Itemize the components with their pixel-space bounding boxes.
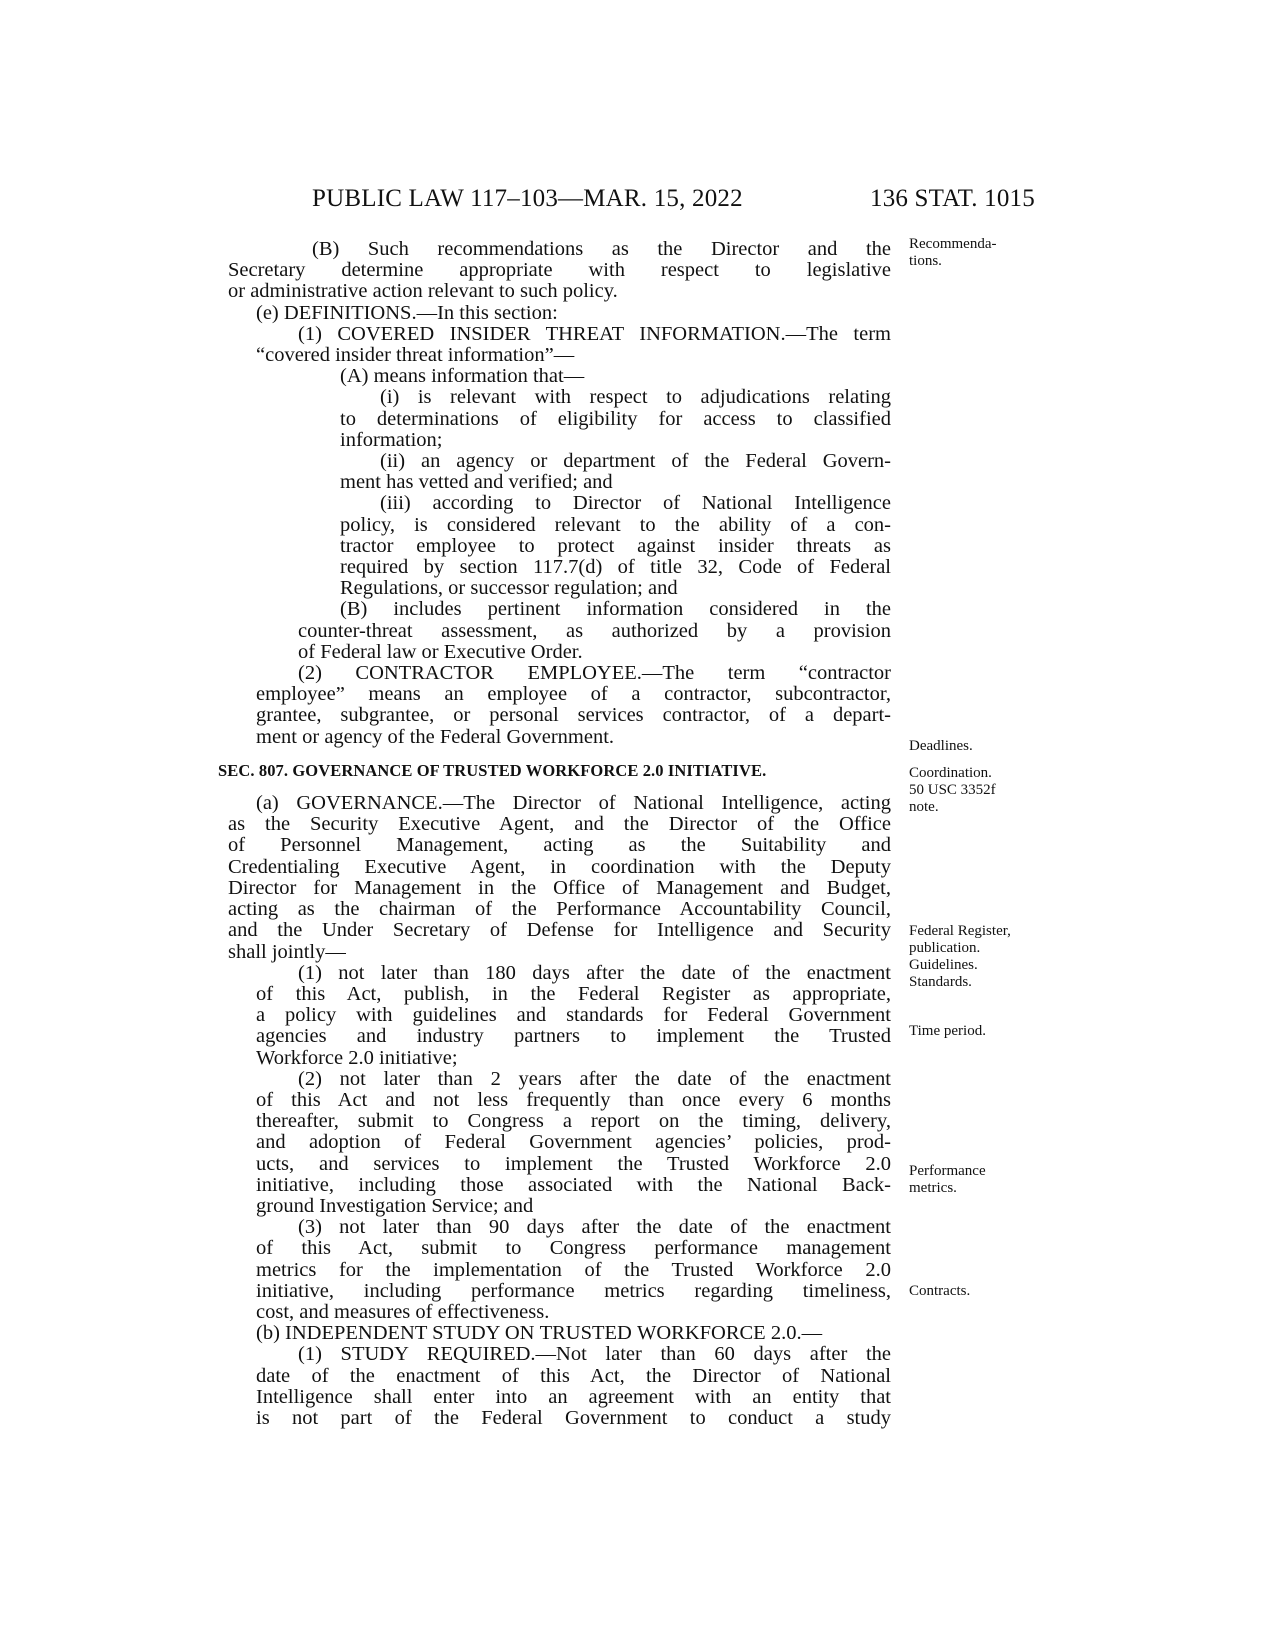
text-line: Intelligence shall enter into an agreement with an entity that <box>256 1385 891 1408</box>
text-line: Secretary determine appropriate with respect to legislative <box>228 259 891 282</box>
text-line: counter-threat assessment, as authorized by a provision <box>298 619 891 642</box>
text-line: of Personnel Management, acting as the Suitability and <box>228 834 891 857</box>
text-line: cost, and measures of effectiveness. <box>256 1300 550 1323</box>
text-line: employee” means an employee of a contractor, subcontractor, <box>256 683 891 706</box>
margin-note-deadlines: Deadlines. <box>909 738 973 754</box>
text-line: of Federal law or Executive Order. <box>298 640 583 663</box>
text-line: (ii) an agency or department of the Federal Govern- <box>380 450 891 473</box>
text-line: initiative, including performance metrics regarding timeliness, <box>256 1279 891 1302</box>
text-line: date of the enactment of this Act, the Director of National <box>256 1364 891 1387</box>
paragraph-heading: (1) COVERED INSIDER THREAT INFORMATION.—The term <box>298 322 892 345</box>
text-line: Director for Management in the Office of Management and Budget, <box>228 876 891 899</box>
page-header <box>0 185 1275 225</box>
text-line: and the Under Secretary of Defense for Intelligence and Security <box>228 919 891 942</box>
text-line: information; <box>340 428 443 451</box>
text-line: and adoption of Federal Government agencies’ policies, prod- <box>256 1131 891 1154</box>
header-page-number: 136 STAT. 1015 <box>870 185 1035 212</box>
text-line: (iii) according to Director of National Intelligence <box>380 492 891 515</box>
text-line: policy, is considered relevant to the ability of a con- <box>340 513 891 536</box>
text-line: acting as the chairman of the Performance Accountability Council, <box>228 898 891 921</box>
body-text <box>218 238 892 1429</box>
text-line: Workforce 2.0 initiative; <box>256 1046 458 1069</box>
text-line: or administrative action relevant to such policy. <box>228 280 618 303</box>
text-line: ment has vetted and verified; and <box>340 471 613 494</box>
text-line: (B) includes pertinent information considered in the <box>340 598 891 621</box>
paragraph-heading: (2) CONTRACTOR EMPLOYEE.—The term “contractor <box>298 662 891 685</box>
text-line: of this Act, submit to Congress performance management <box>256 1237 891 1260</box>
margin-note-time-period: Time period. <box>909 1023 986 1039</box>
text-line: (i) is relevant with respect to adjudications relating <box>380 386 891 409</box>
subsection-heading: (e) DEFINITIONS.—In this section: <box>256 301 558 324</box>
text-line: (B) Such recommendations as the Director and the <box>312 238 891 260</box>
text-line: is not part of the Federal Government to conduct a study <box>256 1406 891 1429</box>
subsection-heading: (b) INDEPENDENT STUDY ON TRUSTED WORKFORCE 2.0.— <box>256 1322 823 1345</box>
margin-note-coordination: Coordination. 50 USC 3352f note. <box>909 765 996 815</box>
text-line: initiative, including those associated with the National Back- <box>256 1173 891 1196</box>
text-line: (1) not later than 180 days after the date of the enactment <box>298 961 891 984</box>
text-line: Regulations, or successor regulation; and <box>340 577 678 600</box>
text-line: a policy with guidelines and standards for Federal Government <box>256 1004 891 1027</box>
text-line: shall jointly— <box>228 940 346 963</box>
text-line: ground Investigation Service; and <box>256 1194 534 1217</box>
margin-note-federal-register: Federal Register, publication. Guidelines. Standards. <box>909 923 1011 990</box>
text-line: of this Act and not less frequently than once every 6 months <box>256 1088 891 1111</box>
text-line: Credentialing Executive Agent, in coordination with the Deputy <box>228 855 891 878</box>
text-line: tractor employee to protect against insider threats as <box>340 534 891 557</box>
text-line: grantee, subgrantee, or personal services contractor, of a depart- <box>256 704 891 727</box>
text-line: ment or agency of the Federal Government. <box>256 725 615 748</box>
text-line: required by section 117.7(d) of title 32, Code of Federal <box>340 556 891 579</box>
text-line: metrics for the implementation of the Trusted Workforce 2.0 <box>256 1258 891 1281</box>
subsection-heading: (a) GOVERNANCE.—The Director of National Intelligence, acting <box>256 792 891 815</box>
text-line: as the Security Executive Agent, and the Director of the Office <box>228 813 891 836</box>
text-line: to determinations of eligibility for access to classified <box>340 407 891 430</box>
text-line: (A) means information that— <box>340 365 585 388</box>
margin-note-performance-metrics: Performance metrics. <box>909 1163 986 1196</box>
text-line: ucts, and services to implement the Trusted Workforce 2.0 <box>256 1152 891 1175</box>
margin-note-contracts: Contracts. <box>909 1283 971 1299</box>
paragraph-heading: (1) STUDY REQUIRED.—Not later than 60 days after the <box>298 1343 891 1366</box>
text-line: (3) not later than 90 days after the date of the enactment <box>298 1216 891 1239</box>
margin-note-recommendations: Recommenda- tions. <box>909 236 997 269</box>
text-line: thereafter, submit to Congress a report on the timing, delivery, <box>256 1110 891 1133</box>
header-title: PUBLIC LAW 117–103—MAR. 15, 2022 <box>312 185 743 212</box>
section-heading: SEC. 807. GOVERNANCE OF TRUSTED WORKFORCE 2.0 INITIATIVE. <box>218 760 767 780</box>
text-line: (2) not later than 2 years after the date of the enactment <box>298 1067 891 1090</box>
text-line: “covered insider threat information”— <box>256 344 575 367</box>
text-line: agencies and industry partners to implement the Trusted <box>256 1025 891 1048</box>
text-line: of this Act, publish, in the Federal Register as appropriate, <box>256 982 891 1005</box>
